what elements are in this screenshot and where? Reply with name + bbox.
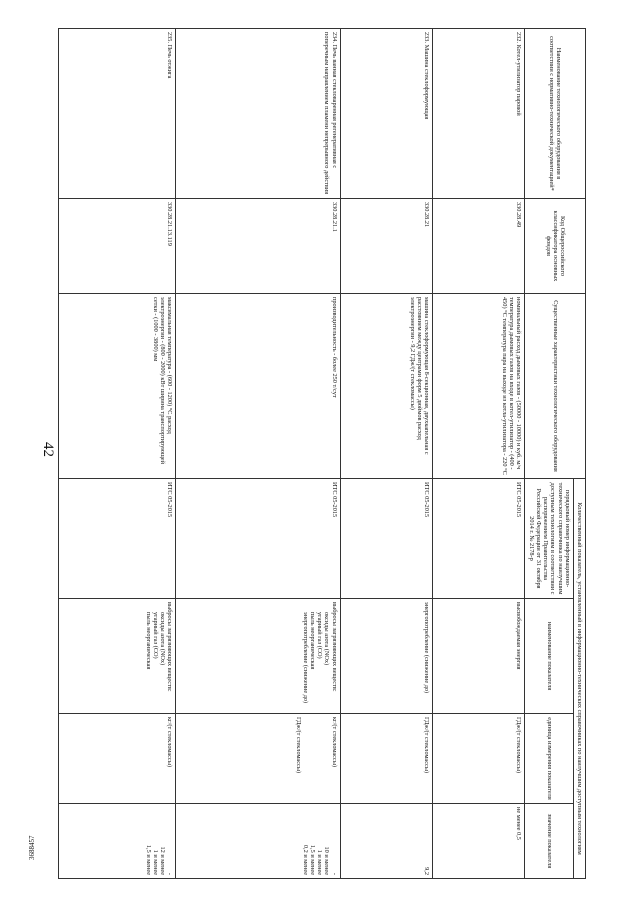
table-row — [59, 29, 176, 879]
cell-characteristics: машина стеклоформующая 8-секционная, двухкапельная с расстоянием между центрами форм 5 дюймов расход электроэнергии - 9,2 ГДж/(т стекломассы) — [340, 294, 432, 479]
equipment-name: Печь отжига — [166, 44, 174, 79]
page-number: 42 — [40, 442, 56, 457]
equipment-name: Котел-утилизатор паровой — [515, 44, 523, 116]
cell-indicator — [433, 599, 525, 714]
cell-its: ИТС 05-2015 — [176, 479, 340, 599]
cell-name — [176, 29, 340, 199]
header-name: Наименование технологического оборудования в соответствии с нормативно-технической документацией* — [525, 29, 586, 199]
equipment-name: Машина стеклоформующая — [423, 44, 430, 120]
cell-name — [433, 29, 525, 199]
cell-value — [59, 804, 176, 879]
cell-characteristics: производительность - более 250 т/сут — [176, 294, 340, 479]
header-indicator: наименование показателя — [525, 599, 573, 714]
cell-name — [59, 29, 176, 199]
table-row — [433, 29, 525, 879]
equipment-table — [58, 28, 586, 879]
table-row — [176, 29, 340, 879]
cell-characteristics: максимальная температура - (600 - 1200) °С расход электроэнергии - (800 - 2000) кВт ширина транспортирующей сетки - (1000 - 3800) мм — [59, 294, 176, 479]
cell-unit — [59, 714, 176, 804]
header-quant-group: Количественный показатель, установленный в информационно-технических справочниках по наилучшим доступным технологиям — [573, 479, 585, 879]
indicator-line: энергопотребление (снижение до) — [423, 602, 430, 694]
cell-its: ИТС 05-2015 — [59, 479, 176, 599]
row-number: 235. — [166, 32, 174, 44]
cell-unit — [433, 714, 525, 804]
value-line: 1 и менее — [151, 849, 159, 876]
cell-indicator — [176, 599, 340, 714]
unit-line: кг/(т стекломассы) — [330, 717, 338, 768]
header-unit: единица измерения показателя — [525, 714, 573, 804]
value-line: 10 и менее — [323, 846, 331, 876]
row-number: 232. — [515, 32, 523, 44]
header-its-number: порядковый номер информационно-технического справочника по наилучшим доступным технологиям в соответствии с распоряжением Правительства Российской Федерации от 31 октября 2014 г. № 2178-р — [525, 479, 573, 599]
cell-unit — [340, 714, 432, 804]
indicator-line: оксиды азота (NOx) — [159, 612, 167, 666]
indicator-line: угарный газ (CO) — [316, 612, 324, 659]
unit-line: ГДж/(т стекломассы) — [423, 717, 430, 774]
indicator-line: угарный газ (CO) — [151, 612, 159, 659]
value-line: 1,5 и менее — [308, 844, 316, 876]
header-code: Код Общероссийского классификатора основных фондов — [525, 199, 586, 294]
row-number: 233. — [423, 32, 430, 44]
value-line: 0,2 и менее — [301, 844, 309, 876]
cell-characteristics: номинальный расход дымовых газов - (50000 - 10000) н куб. м/ч температура дымовых газов на входе в котел-утилизатор - (400 - 450) °С температура пара на выходе из котла-утилизатора - 220 °С — [433, 294, 525, 479]
indicator-line: пыль неорганическая — [308, 612, 316, 670]
value-line: не менее 0,5 — [515, 807, 523, 840]
indicator-line: оксиды азота (NOx) — [323, 612, 331, 666]
indicator-line: энергопотребление (снижение до) — [301, 612, 309, 704]
rotated-table-wrapper — [58, 28, 586, 878]
indicator-line: выбросы загрязняющих веществ: — [166, 602, 174, 692]
cell-code: 330.28.21.13.119 — [59, 199, 176, 294]
cell-value — [340, 804, 432, 879]
cell-value — [433, 804, 525, 879]
value-line: 12 и менее — [159, 846, 167, 876]
indicator-line: выбросы загрязняющих веществ: — [330, 602, 338, 692]
indicator-line: пыль неорганическая — [144, 612, 152, 670]
cell-unit — [176, 714, 340, 804]
cell-its: ИТС 05-2015 — [433, 479, 525, 599]
value-line: 1,5 и менее — [144, 844, 152, 876]
header-row-1 — [573, 29, 585, 879]
equipment-name: Печь ванная стекловаренная регенеративная с поперечным направлением пламени непрерывного действия — [323, 32, 338, 195]
row-number: 234. — [330, 32, 338, 44]
unit-line: кг/(т стекломассы) — [166, 717, 174, 768]
value-line: - — [330, 872, 338, 876]
cell-indicator — [340, 599, 432, 714]
cell-code: 330.28.21 — [340, 199, 432, 294]
unit-line: ГДж/(т стекломассы) — [515, 717, 523, 774]
cell-code: 330.28.49 — [433, 199, 525, 294]
value-line: 1 и менее — [316, 849, 324, 876]
header-value: значение показателя — [525, 804, 573, 879]
table-row — [340, 29, 432, 879]
document-id: 3688457 — [28, 835, 36, 860]
cell-its: ИТС 05-2015 — [340, 479, 432, 599]
value-line: 9,2 — [423, 867, 430, 876]
unit-line: ГДж/(т стекломассы) — [295, 717, 303, 774]
cell-code: 330.28.21.1 — [176, 199, 340, 294]
indicator-line: высвобождаемая энергия — [515, 602, 523, 670]
value-line: - — [166, 872, 174, 876]
cell-name — [340, 29, 432, 199]
header-characteristics: Существенные характеристики технологического оборудования — [525, 294, 586, 479]
cell-indicator — [59, 599, 176, 714]
cell-value — [176, 804, 340, 879]
